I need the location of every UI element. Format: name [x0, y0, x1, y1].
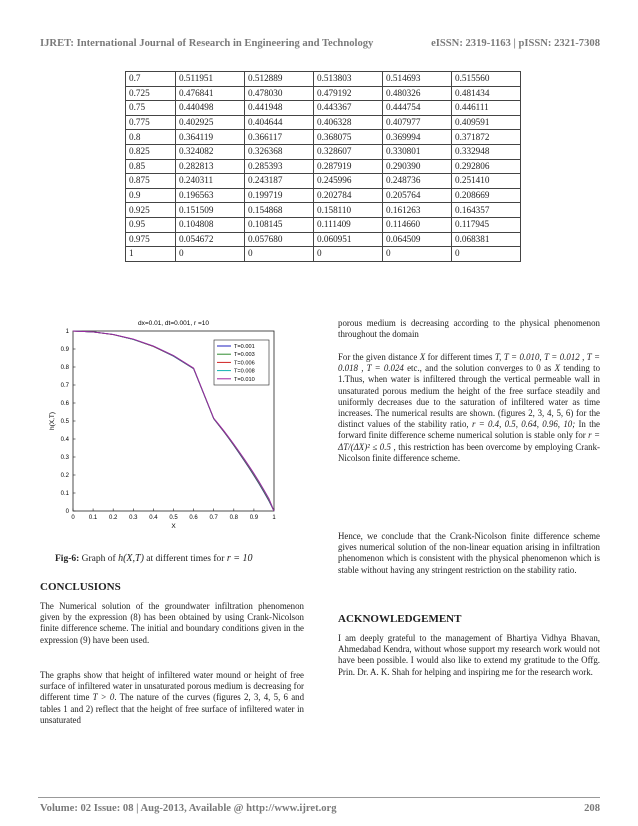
text: . The nature of the curves (figures 2, 3, 4, 5, 6 and tables 1 and 2) reflect that the height of free surface of infiltered water in unsaturated — [40, 692, 305, 725]
table-cell: 0.285393 — [245, 159, 314, 174]
table-cell: 0.328607 — [314, 144, 383, 159]
y-tick-label: 0.7 — [60, 383, 69, 389]
y-tick-label: 0.5 — [60, 419, 69, 425]
table-cell: 0.202784 — [314, 188, 383, 203]
table-cell: 0.111409 — [314, 217, 383, 232]
legend-entry: T=0.006 — [234, 360, 255, 367]
table-cell: 0.9 — [126, 188, 176, 203]
table-row — [126, 203, 521, 218]
table-cell: 0.104808 — [176, 217, 245, 232]
table-cell: 0.117945 — [452, 217, 521, 232]
table-cell: 0.409591 — [452, 115, 521, 130]
table-cell: 0.248736 — [383, 174, 452, 189]
y-tick-label: 0.2 — [60, 473, 69, 479]
table-cell: 0.326368 — [245, 144, 314, 159]
table-cell: 0.725 — [126, 86, 176, 101]
table-cell: 0.444754 — [383, 101, 452, 116]
running-header — [40, 38, 600, 49]
y-tick-label: 0.3 — [60, 455, 69, 461]
acknowledgement-heading: ACKNOWLEDGEMENT — [338, 613, 462, 625]
journal-title: IJRET: International Journal of Research in Engineering and Technology — [40, 38, 374, 49]
legend-entry: T=0.003 — [234, 352, 255, 359]
table-cell: 0.282813 — [176, 159, 245, 174]
x-tick-label: 0.6 — [189, 515, 198, 521]
data-table — [125, 71, 521, 262]
table-cell: 0.245996 — [314, 174, 383, 189]
table-cell: 0.476841 — [176, 86, 245, 101]
text: For the given distance — [338, 352, 420, 362]
table-cell: 0.513803 — [314, 72, 383, 87]
legend-entry: T=0.001 — [234, 344, 255, 350]
table-cell: 0.108145 — [245, 217, 314, 232]
math: r = 0.4, 0.5, 0.64, 0.96, 10; — [471, 419, 576, 430]
table-cell: 0.330801 — [383, 144, 452, 159]
issn: eISSN: 2319-1163 | pISSN: 2321-7308 — [431, 38, 600, 49]
math: T > 0 — [92, 692, 115, 703]
table-cell: 0 — [383, 247, 452, 262]
table-cell: 0.158110 — [314, 203, 383, 218]
table-cell: 1 — [126, 247, 176, 262]
right-paragraph-1: porous medium is decreasing according to the physical phenomenon throughout the domain — [338, 318, 600, 340]
table-cell: 0.478030 — [245, 86, 314, 101]
table-cell: 0.975 — [126, 232, 176, 247]
table-cell: 0.407977 — [383, 115, 452, 130]
table-cell: 0 — [245, 247, 314, 262]
chart-title: dx=0.01, dt=0.001, r =10 — [137, 320, 210, 327]
table-cell: 0.95 — [126, 217, 176, 232]
table-row — [126, 247, 521, 262]
x-tick-label: 0.9 — [249, 515, 259, 521]
text: In the forward finite difference scheme numerical solution is stable only for — [338, 419, 600, 441]
table-cell: 0.406328 — [314, 115, 383, 130]
y-tick-label: 0 — [65, 509, 69, 515]
math: T, T = 0.010, T = 0.012 , T = 0.018 , T = 0.024 — [338, 352, 601, 374]
table-row — [126, 130, 521, 145]
table-cell: 0.446111 — [452, 101, 521, 116]
caption-math-2: r = 10 — [226, 553, 253, 564]
table-cell: 0.925 — [126, 203, 176, 218]
table-row — [126, 72, 521, 87]
table-cell: 0.369994 — [383, 130, 452, 145]
table-cell: 0.292806 — [452, 159, 521, 174]
caption-label: Fig-6: — [55, 554, 80, 564]
table-cell: 0.480326 — [383, 86, 452, 101]
math: X — [554, 363, 561, 374]
figure-6-chart — [40, 312, 288, 542]
table-cell: 0.443367 — [314, 101, 383, 116]
y-tick-label: 0.8 — [60, 365, 69, 371]
table-cell: 0.366117 — [245, 130, 314, 145]
table-cell: 0.402925 — [176, 115, 245, 130]
x-tick-label: 0.8 — [229, 515, 238, 521]
table-cell: 0.825 — [126, 144, 176, 159]
conclusions-paragraph-2 — [40, 670, 304, 726]
table-cell: 0.775 — [126, 115, 176, 130]
table-cell: 0.75 — [126, 101, 176, 116]
table-cell: 0.404644 — [245, 115, 314, 130]
math: r = ΔT/(ΔX)² ≤ 0.5 — [338, 430, 600, 452]
x-tick-label: 0.4 — [149, 515, 158, 521]
y-tick-label: 0.6 — [60, 401, 69, 407]
table-row — [126, 86, 521, 101]
table-cell: 0.251410 — [452, 174, 521, 189]
table-cell: 0.364119 — [176, 130, 245, 145]
table-cell: 0 — [176, 247, 245, 262]
y-tick-label: 0.1 — [60, 491, 69, 497]
table-row — [126, 144, 521, 159]
table-row — [126, 101, 521, 116]
table-cell: 0.154868 — [245, 203, 314, 218]
table-cell: 0.208669 — [452, 188, 521, 203]
x-tick-label: 0.1 — [88, 515, 98, 521]
table-row — [126, 217, 521, 232]
y-tick-label: 0.4 — [60, 437, 69, 443]
text: The graphs show that height of infiltered water mound or height of free surface of infiltered water in unsaturated porous medium is decreasing for different time — [40, 670, 304, 703]
table-cell: 0.371872 — [452, 130, 521, 145]
table-cell: 0.057680 — [245, 232, 314, 247]
table-cell: 0 — [452, 247, 521, 262]
text: , this restriction has been overcome by employing Crank-Nicolson finite difference scheme. — [338, 441, 601, 463]
table-cell: 0.151509 — [176, 203, 245, 218]
table-cell: 0.512889 — [245, 72, 314, 87]
conclusions-paragraph-1: The Numerical solution of the groundwater infiltration phenomenon given by the expression (8) has been obtained by using Crank-Nicolson finite difference scheme. The initial and boundary conditions given in the expression (9) have been used. — [40, 601, 304, 645]
table-cell: 0.440498 — [176, 101, 245, 116]
x-axis-label: X — [171, 523, 176, 530]
x-tick-label: 0.2 — [109, 515, 118, 521]
table-cell: 0 — [314, 247, 383, 262]
x-tick-label: 0.5 — [169, 515, 178, 521]
table-cell: 0.287919 — [314, 159, 383, 174]
x-tick-label: 1 — [272, 515, 276, 521]
table-row — [126, 188, 521, 203]
math: X — [419, 352, 426, 362]
caption-math: h(X,T) — [118, 553, 144, 564]
table-cell: 0.114660 — [383, 217, 452, 232]
table-cell: 0.199719 — [245, 188, 314, 203]
x-tick-label: 0 — [71, 515, 75, 521]
text: for different times — [425, 352, 495, 362]
x-tick-label: 0.7 — [209, 515, 218, 521]
text: tending to 1.Thus, when water is infiltered through the vertical permeable wall in unsaturated porous medium the height of the free surface steadily and uniformly decreases due to the saturation of infiltered water as time increases. The numerical results are shown. (figures 2, 3, 4, 5, 6) for the distinct values of the stability ratio, — [338, 363, 601, 430]
table-cell: 0.064509 — [383, 232, 452, 247]
table-row — [126, 174, 521, 189]
x-tick-label: 0.3 — [129, 515, 138, 521]
table-cell: 0.85 — [126, 159, 176, 174]
y-axis-label: h(X,T) — [49, 411, 56, 431]
footer-volume: Volume: 02 Issue: 08 | Aug-2013, Available @ http://www.ijret.org — [40, 803, 337, 814]
table-cell: 0.7 — [126, 72, 176, 87]
table-cell: 0.332948 — [452, 144, 521, 159]
table-cell: 0.161263 — [383, 203, 452, 218]
acknowledgement-paragraph: I am deeply grateful to the management of Bhartiya Vidhya Bhavan, Ahmedabad Kendra, without whose support my research work would not have been possible. I would also like to extend my gratitude to the Offg. Prin. Dr. A. K. Shah for helping and inspiring me for the research work. — [338, 633, 600, 677]
table-cell: 0.240311 — [176, 174, 245, 189]
right-paragraph-2 — [338, 352, 600, 464]
table-cell: 0.060951 — [314, 232, 383, 247]
table-row — [126, 115, 521, 130]
table-cell: 0.479192 — [314, 86, 383, 101]
table-row — [126, 232, 521, 247]
table-cell: 0.514693 — [383, 72, 452, 87]
table-cell: 0.324082 — [176, 144, 245, 159]
table-cell: 0.8 — [126, 130, 176, 145]
table-cell: 0.875 — [126, 174, 176, 189]
table-cell: 0.441948 — [245, 101, 314, 116]
table-cell: 0.196563 — [176, 188, 245, 203]
table-cell: 0.481434 — [452, 86, 521, 101]
table-cell: 0.054672 — [176, 232, 245, 247]
table-row — [126, 159, 521, 174]
table-cell: 0.243187 — [245, 174, 314, 189]
conclusions-heading: CONCLUSIONS — [40, 581, 121, 593]
footer-rule — [38, 797, 600, 798]
caption-text: Graph of — [79, 554, 119, 564]
table-cell: 0.164357 — [452, 203, 521, 218]
table-cell: 0.290390 — [383, 159, 452, 174]
legend-entry: T=0.008 — [234, 368, 255, 375]
right-paragraph-3: Hence, we conclude that the Crank-Nicolson finite difference scheme gives numerical solution of the non-linear equation arising in infiltration phenomenon which is consistent with the physical phenomenon which is stable without having any stringent restriction on the stability ratio. — [338, 531, 600, 575]
y-tick-label: 1 — [65, 329, 69, 335]
table-cell: 0.515560 — [452, 72, 521, 87]
caption-text-2: at different times for — [143, 554, 227, 564]
table-cell: 0.368075 — [314, 130, 383, 145]
legend-entry: T=0.010 — [234, 376, 255, 383]
page-number: 208 — [584, 803, 600, 814]
running-footer — [40, 803, 600, 814]
table-cell: 0.511951 — [176, 72, 245, 87]
table-cell: 0.205764 — [383, 188, 452, 203]
y-tick-label: 0.9 — [60, 347, 69, 353]
table-cell: 0.068381 — [452, 232, 521, 247]
text: etc., and the solution converges to 0 as — [403, 363, 555, 374]
figure-caption — [55, 553, 252, 564]
